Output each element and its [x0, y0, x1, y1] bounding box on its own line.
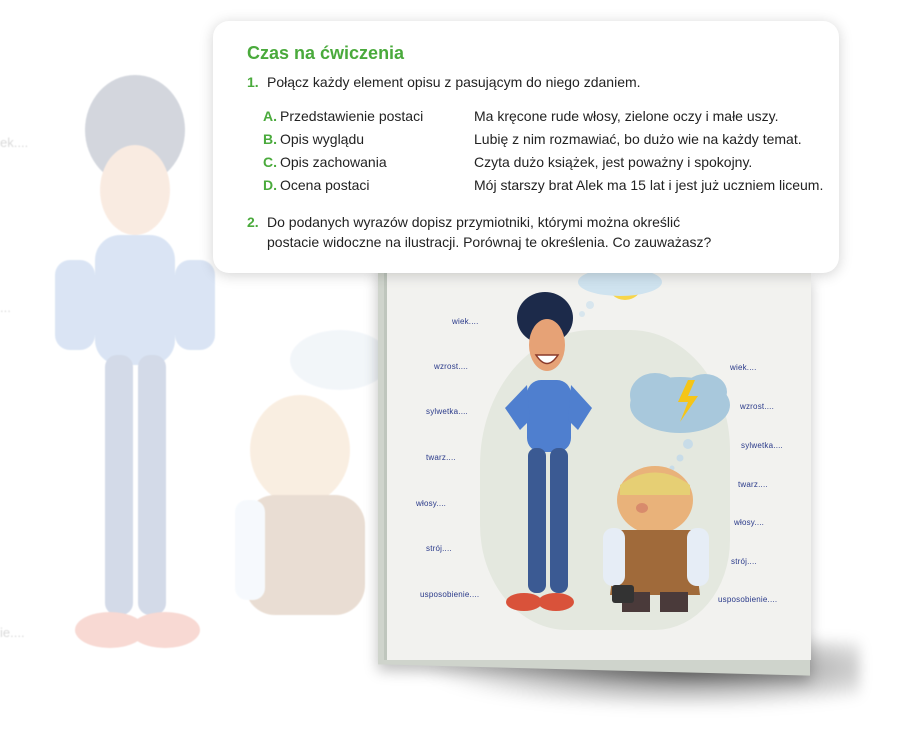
- row-b-right: Lubię z nim rozmawiać, bo dużo wie na każdy temat.: [474, 131, 802, 147]
- row-c-left: Opis zachowania: [280, 154, 387, 170]
- tall-boy-figure: [505, 292, 592, 611]
- grumpy-man-figure: [603, 466, 709, 612]
- exercise-card: [213, 21, 839, 273]
- book-label-right: włosy....: [734, 518, 765, 527]
- book-label-right: sylwetka....: [741, 441, 783, 450]
- book-label-left: sylwetka....: [426, 407, 468, 416]
- row-c-right: Czyta dużo książek, jest poważny i spokojny.: [474, 154, 753, 170]
- row-c-letter: C.: [263, 154, 277, 170]
- background-label: ie....: [0, 625, 25, 640]
- book-label-left: włosy....: [416, 499, 447, 508]
- book-label-right: strój....: [731, 557, 757, 566]
- background-label: ...: [0, 300, 11, 315]
- thought-dots: [579, 301, 594, 317]
- row-a-left: Przedstawienie postaci: [280, 108, 424, 124]
- book-label-right: usposobienie....: [718, 595, 778, 604]
- question-1-number: 1.: [247, 74, 259, 90]
- question-2-line-2: postacie widoczne na ilustracji. Porównaj te określenia. Co zauważasz?: [267, 234, 712, 250]
- row-a-right: Ma kręcone rude włosy, zielone oczy i małe uszy.: [474, 108, 779, 124]
- question-1-text: Połącz każdy element opisu z pasującym do niego zdaniem.: [267, 74, 641, 90]
- book-label-left: wiek....: [452, 317, 479, 326]
- book-label-right: wiek....: [730, 363, 757, 372]
- row-d-left: Ocena postaci: [280, 177, 370, 193]
- row-d-right: Mój starszy brat Alek ma 15 lat i jest już uczniem liceum.: [474, 177, 824, 193]
- row-d-letter: D.: [263, 177, 277, 193]
- question-2-line-1: Do podanych wyrazów dopisz przymiotniki, którymi można określić: [267, 214, 681, 230]
- background-label: ek....: [0, 135, 29, 150]
- book-label-left: twarz....: [426, 453, 456, 462]
- question-2-number: 2.: [247, 214, 259, 230]
- book-label-right: twarz....: [738, 480, 768, 489]
- book-label-left: usposobienie....: [420, 590, 480, 599]
- exercise-title: Czas na ćwiczenia: [247, 43, 405, 63]
- book-label-left: strój....: [426, 544, 452, 553]
- book-label-right: wzrost....: [740, 402, 775, 411]
- book-label-left: wzrost....: [434, 362, 469, 371]
- row-a-letter: A.: [263, 108, 277, 124]
- storm-cloud-icon: [630, 373, 730, 471]
- row-b-letter: B.: [263, 131, 277, 147]
- row-b-left: Opis wyglądu: [280, 131, 365, 147]
